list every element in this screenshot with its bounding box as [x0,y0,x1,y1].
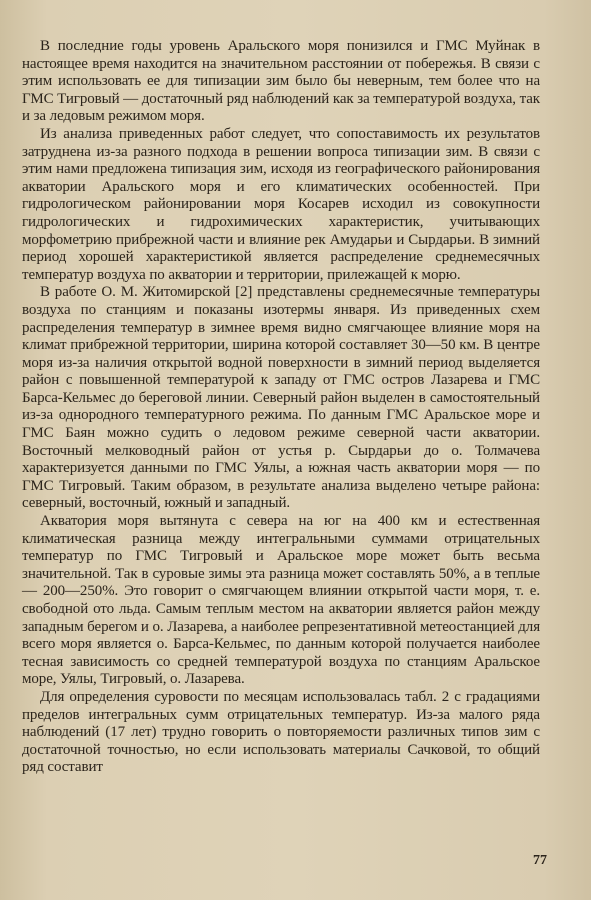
paragraph-5: Для определения суровости по месяцам использовалась табл. 2 с градациями пределов интегральных сумм отрицательных температур. Из-за малого ряда наблюдений (17 лет) трудно говорить о повторяемости различных типов зим с достаточной точностью, но если использовать материалы Сачковой, то общий ряд составит [22,688,540,776]
paragraph-2: Из анализа приведенных работ следует, что сопоставимость их результатов затруднена из-за разного подхода в решении вопроса типизации зим. В связи с этим нами предложена типизация зим, исходя из географического районирования акватории Аральского моря и его климатических особенностей. При гидрологическом районировании моря Косарев исходил из совокупности гидрологических и гидрохимических характеристик, учитывающих морфометрию прибрежной части и влияние рек Амударьи и Сырдарьи. В зимний период хорошей характеристикой является распределение среднемесячных температур воздуха по акватории и территории, прилежащей к морю. [22,125,540,283]
paragraph-1: В последние годы уровень Аральского моря понизился и ГМС Муйнак в настоящее время находится на значительном расстоянии от побережья. В связи с этим использовать ее для типизации зим было бы неверным, тем более что на ГМС Тигровый — достаточный ряд наблюдений как за температурой воздуха, так и за ледовым режимом моря. [22,38,540,125]
page-body-text [22,38,540,777]
paragraph-3: В работе О. М. Житомирской [2] представлены среднемесячные температуры воздуха по станциям и показаны изотермы января. Из приведенных схем распределения температур в зимнее время видно смягчающее влияние моря на климат прибрежной территории, ширина которой составляет 30—50 км. В центре моря из-за наличия открытой водной поверхности в зимний период выделяется район с повышенной температурой к западу от ГМС остров Лазарева и ГМС Барса-Кельмес до береговой линии. Северный район выделен в самостоятельный из-за однородного температурного режима. По данным ГМС Аральское море и ГМС Баян можно судить о ледовом режиме северной части акватории. Восточный мелководный район от устья р. Сырдарьи до о. Толмачева характеризуется данными по ГМС Уялы, а южная часть акватории моря — по ГМС Тигровый. Таким образом, в результате анализа выделено четыре района: северный, восточный, южный и западный. [22,284,540,512]
paragraph-4: Акватория моря вытянута с севера на юг на 400 км и естественная климатическая разница между интегральными суммами отрицательных температур по ГМС Тигровый и Аральское море может быть весьма значительной. Так в суровые зимы эта разница может составлять 50%, а в теплые — 200—250%. Это говорит о смягчающем влиянии открытой части моря, т. е. свободной ото льда. Самым теплым местом на акватории является район между западным берегом и о. Лазарева, а наиболее репрезентативной метеостанцией для всего моря является о. Барса-Кельмес, по данным которой получается наиболее тесная зависимость со средней температурой воздуха по станциям Аральское море, Уялы, Тигровый, о. Лазарева. [22,513,540,688]
page-number: 77 [533,853,547,868]
